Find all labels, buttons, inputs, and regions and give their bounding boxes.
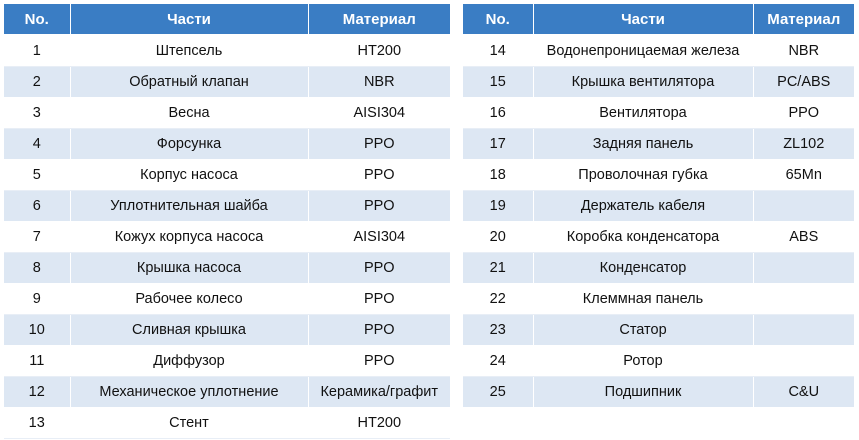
cell-no: 1: [4, 35, 70, 67]
header-row: [4, 4, 450, 35]
cell-no: 25: [463, 377, 533, 408]
header-row: [463, 4, 854, 35]
cell-no: 14: [463, 35, 533, 67]
cell-material: AISI304: [308, 222, 450, 253]
table-row: [463, 35, 854, 67]
cell-part: Рабочее колесо: [70, 284, 308, 315]
parts-table-right: [463, 4, 854, 408]
cell-part: Уплотнительная шайба: [70, 191, 308, 222]
cell-material: PPO: [308, 191, 450, 222]
cell-material: PPO: [308, 129, 450, 160]
cell-material: HT200: [308, 408, 450, 439]
table-row: [463, 160, 854, 191]
cell-no: 5: [4, 160, 70, 191]
cell-material: PPO: [308, 315, 450, 346]
parts-table-left: [4, 4, 450, 439]
cell-part: Весна: [70, 98, 308, 129]
cell-part: Кожух корпуса насоса: [70, 222, 308, 253]
cell-no: 12: [4, 377, 70, 408]
header-material: Материал: [308, 4, 450, 35]
cell-no: 18: [463, 160, 533, 191]
table-row: [463, 67, 854, 98]
cell-no: 6: [4, 191, 70, 222]
header-part: Части: [70, 4, 308, 35]
cell-part: Штепсель: [70, 35, 308, 67]
table-row: [4, 35, 450, 67]
cell-no: 23: [463, 315, 533, 346]
cell-no: 4: [4, 129, 70, 160]
header-material: Материал: [753, 4, 854, 35]
table-row: [4, 160, 450, 191]
table-row: [463, 284, 854, 315]
cell-material: PPO: [308, 160, 450, 191]
cell-material: C&U: [753, 377, 854, 408]
cell-part: Крышка насоса: [70, 253, 308, 284]
table-row: [463, 129, 854, 160]
cell-no: 20: [463, 222, 533, 253]
cell-no: 21: [463, 253, 533, 284]
cell-part: Ротор: [533, 346, 753, 377]
cell-no: 3: [4, 98, 70, 129]
table-row: [463, 191, 854, 222]
table-row: [4, 315, 450, 346]
cell-part: Стент: [70, 408, 308, 439]
cell-part: Подшипник: [533, 377, 753, 408]
cell-no: 7: [4, 222, 70, 253]
cell-part: Корпус насоса: [70, 160, 308, 191]
table-row: [4, 98, 450, 129]
parts-table-right-body: [463, 35, 854, 408]
cell-material: PPO: [308, 284, 450, 315]
cell-material: PPO: [753, 98, 854, 129]
header-no: No.: [463, 4, 533, 35]
table-row: [4, 408, 450, 439]
cell-material: NBR: [308, 67, 450, 98]
table-row: [4, 67, 450, 98]
table-row: [4, 222, 450, 253]
cell-part: Держатель кабеля: [533, 191, 753, 222]
cell-no: 11: [4, 346, 70, 377]
cell-no: 22: [463, 284, 533, 315]
cell-material: [753, 191, 854, 222]
table-row: [4, 284, 450, 315]
table-row: [463, 98, 854, 129]
table-row: [463, 315, 854, 346]
header-no: No.: [4, 4, 70, 35]
cell-material: [753, 315, 854, 346]
cell-no: 13: [4, 408, 70, 439]
header-part: Части: [533, 4, 753, 35]
cell-no: 17: [463, 129, 533, 160]
cell-material: PC/ABS: [753, 67, 854, 98]
table-row: [463, 346, 854, 377]
cell-part: Конденсатор: [533, 253, 753, 284]
cell-no: 16: [463, 98, 533, 129]
cell-part: Водонепроницаемая железа: [533, 35, 753, 67]
cell-part: Форсунка: [70, 129, 308, 160]
cell-material: [753, 253, 854, 284]
cell-part: Вентилятора: [533, 98, 753, 129]
cell-no: 8: [4, 253, 70, 284]
table-row: [463, 222, 854, 253]
cell-part: Задняя панель: [533, 129, 753, 160]
cell-material: HT200: [308, 35, 450, 67]
cell-no: 19: [463, 191, 533, 222]
cell-no: 24: [463, 346, 533, 377]
cell-part: Диффузор: [70, 346, 308, 377]
cell-material: NBR: [753, 35, 854, 67]
cell-no: 2: [4, 67, 70, 98]
table-row: [4, 253, 450, 284]
cell-part: Статор: [533, 315, 753, 346]
cell-material: ABS: [753, 222, 854, 253]
table-row: [4, 346, 450, 377]
cell-part: Механическое уплотнение: [70, 377, 308, 408]
cell-no: 10: [4, 315, 70, 346]
cell-material: PPO: [308, 346, 450, 377]
cell-material: [753, 284, 854, 315]
cell-part: Клеммная панель: [533, 284, 753, 315]
cell-no: 15: [463, 67, 533, 98]
table-row: [4, 377, 450, 408]
cell-material: Керамика/графит: [308, 377, 450, 408]
table-row: [4, 129, 450, 160]
cell-part: Проволочная губка: [533, 160, 753, 191]
cell-material: [753, 346, 854, 377]
cell-part: Сливная крышка: [70, 315, 308, 346]
table-row: [4, 191, 450, 222]
cell-part: Коробка конденсатора: [533, 222, 753, 253]
cell-material: ZL102: [753, 129, 854, 160]
cell-no: 9: [4, 284, 70, 315]
table-row: [463, 377, 854, 408]
parts-table-left-body: [4, 35, 450, 439]
cell-part: Крышка вентилятора: [533, 67, 753, 98]
cell-material: 65Mn: [753, 160, 854, 191]
cell-part: Обратный клапан: [70, 67, 308, 98]
cell-material: PPO: [308, 253, 450, 284]
table-row: [463, 253, 854, 284]
cell-material: AISI304: [308, 98, 450, 129]
